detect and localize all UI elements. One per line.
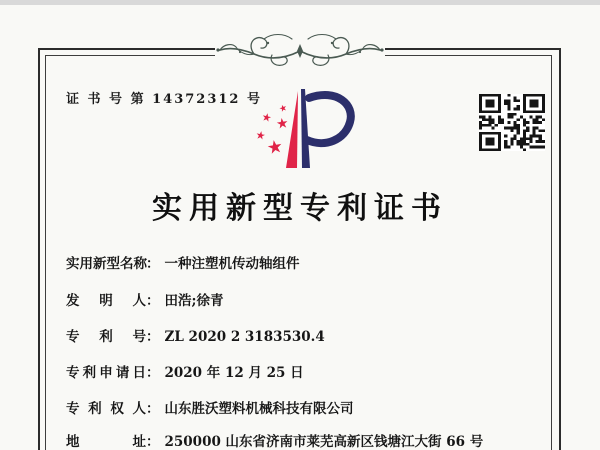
field-colon: ： (146, 329, 160, 345)
svg-text:★: ★ (260, 110, 273, 125)
field-value: 一种注塑机传动轴组件 (164, 256, 300, 272)
field-value: 250000 山东省济南市莱芜高新区钱塘江大街 66 号 (164, 434, 484, 450)
field-colon: ： (146, 365, 160, 381)
field-label: 发明人 (66, 293, 146, 309)
field-value: 2020 年 12 月 25 日 (164, 365, 304, 381)
field-filing-date (66, 361, 304, 381)
field-address (66, 430, 483, 450)
field-label: 实用新型名称 (66, 256, 147, 272)
field-inventor (66, 289, 223, 309)
qr-code-icon (479, 94, 545, 151)
field-label: 专利权人 (66, 401, 146, 417)
logo-stars (255, 103, 290, 159)
field-label: 专利号 (66, 329, 146, 345)
field-value: 田浩;徐青 (164, 293, 224, 309)
certificate-number: 证 书 号 第 14372312 号 (66, 92, 262, 107)
field-colon: ： (146, 256, 160, 272)
certificate-fields (66, 252, 566, 450)
svg-text:★: ★ (277, 103, 289, 116)
field-utility-model-name (66, 252, 300, 272)
field-value: 山东胜沃塑料机械科技有限公司 (164, 401, 354, 417)
field-label: 地址 (66, 434, 146, 450)
field-colon: ： (146, 293, 160, 309)
certificate-title: 实用新型专利证书 (152, 191, 448, 226)
svg-text:★: ★ (265, 135, 285, 160)
field-colon: ： (146, 434, 160, 450)
field-label: 专利申请日 (66, 365, 146, 381)
ornamental-flourish-icon (210, 27, 390, 71)
cnipa-patent-logo-icon (231, 85, 369, 173)
scan-edge-strip (0, 0, 600, 5)
field-patentee (66, 397, 354, 417)
svg-text:★: ★ (254, 128, 267, 143)
field-patent-number (66, 325, 325, 345)
svg-text:★: ★ (275, 115, 290, 133)
field-colon: ： (146, 401, 160, 417)
field-value: ZL 2020 2 3183530.4 (164, 329, 325, 345)
